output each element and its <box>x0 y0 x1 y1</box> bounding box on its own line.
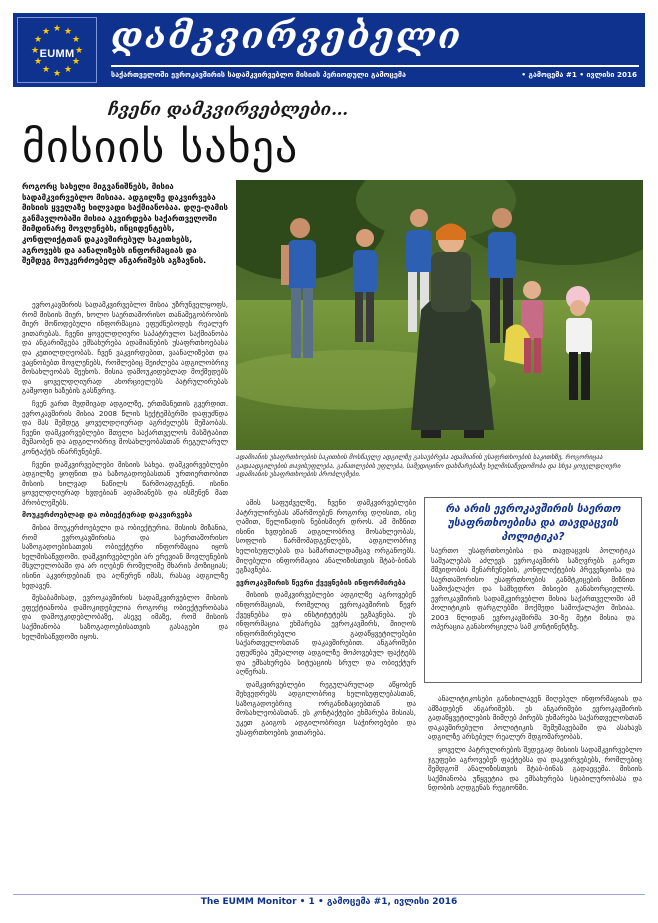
footer-divider <box>13 894 645 895</box>
paragraph: ანალიტიკოსები განიხილავენ მიღებულ ინფორმაციას და ამზადებენ ანგარიშებს. ეს ანგარიშები ევროკავშირის გადაწყვეტილების მიმღებ პირებს ეხმარება საქართველოსთან დაკავშირებული პოლიტიკის შემუშავებაში და ასახავს ადგილზე არსებულ რეალურ მდგომარეობას. <box>428 694 642 742</box>
article-headline: მისიის სახეა <box>22 122 299 173</box>
sidebar-text: საერთო უსაფრთხოებისა და თავდაცვის პოლიტიკა საშუალებას აძლევს ევროკავშირს საზღვრებს გარეთ მშვიდობის შენარჩუნების, კონფლიქტების პრევენციისა და საერთაშორისო უსაფრთხოების განმტკიცების მიზნით სამოქალაქო და სამხედრო მისიები განახორციელოს. ევროკავშირის სადამკვირვებლო მისია საქართველოში ამ პოლიტიკის ფარგლებში მოქმედი სამოქალაქო მისიაა. 2003 წლიდან ევროკავშირმა 30-ზე მეტი მისია და ოპერაცია განახორციელა სამ კონტინენტზე. <box>431 547 635 631</box>
publication-subtitle: საქართველოში ევროკავშირის სადამკვირვებლო მისიის პერიოდული გამოცემა <box>111 70 406 79</box>
paragraph: ამის საფუძველზე, ჩვენი დამკვირვებლები პატრულირებას აწარმოებენ როგორც დღისით, ისე ღამით, წელიწადის ნებისმიერ დროს. ამ მიზნით ისინი ხვდებიან ადგილობრივ მოსახლეობას, სოფლის წარმომადგენლებს, ადგილობრივ ხელისუფლებას და სამართალდამცავ ორგანოებს. მიღებული ინფორმაცია ანალიზისთვის შტაბ-ბინას ეგზავნება. <box>236 498 416 575</box>
svg-text:★: ★ <box>71 57 81 67</box>
monitors-meeting-villagers-image <box>236 180 643 450</box>
article-photo <box>236 180 643 450</box>
svg-text:★: ★ <box>52 69 62 79</box>
article-column-3 <box>428 694 642 890</box>
publication-title: დამკვირვებელი <box>111 15 463 57</box>
masthead-divider <box>111 65 639 67</box>
svg-text:★: ★ <box>63 65 73 75</box>
svg-text:★: ★ <box>71 35 81 45</box>
masthead <box>13 13 645 87</box>
sidebar-box <box>424 497 642 683</box>
subheading: მოუკერძოებლად და ობიექტურად დაკვირვება <box>22 510 193 520</box>
article-column-1 <box>22 300 228 890</box>
svg-text:★: ★ <box>63 27 73 37</box>
issue-info: • გამოცემა #1 • ივლისი 2016 <box>521 70 637 79</box>
paragraph: ყოველი პატრულირების შედეგად მისიის სადამკვირვებლო ჯგუფები აგროვებენ ფაქტებსა და დაკვირვებებს, რომლებიც შემდგომ ანალიზისთვის შტაბ-ბინას გადაეცემა. მისიის საქმიანობა უწყვეტია და ემსახურება სტაბილურობასა და ნდობის აღდგენას რეგიონში. <box>428 744 642 793</box>
page-footer: The EUMM Monitor • 1 • გამოცემა #1, ივლისი 2016 <box>200 897 458 907</box>
svg-text:★: ★ <box>41 27 51 37</box>
paragraph: ევროკავშირის სადამკვირვებლო მისია უზრუნველყოფს, რომ მისიის მიერ, ხოლო საერთაშორისო თანამეგობრობის მიერ მოწოდებული ინფორმაცია ეფუძნებოდეს რეალურ ვითარებას. ჩვენი ყოველდღიური საპატრულო საქმიანობა და ანგარიშგება ემსახურება ადამიანების უსაფრთხოებასა და კეთილდღეობას. ჩვენ ვაკვირდებით, ვაანალიზებთ და ვაცნობებთ მოვლენებს, რომლებიც შეიძლება ადგილობრივ მოსახლეობას შეეხოს. მისია დამოუკიდებლად მოქმედებს და ყოველდღიურად ახორციელებს პატრულირებას გამყოფი ხაზების გასწვრივ. <box>22 300 228 396</box>
paragraph: ჩვენი დამკვირვებლები მისიის სახეა. დამკვირვებლები ადგილზე ყოფნით და საზოგადოებასთან ურთიერთობით მისიის ხილვად ნაწილს წარმოადგენენ. ისინი ყოველდღიურად ხვდებიან ადამიანებს და ისმენენ მათ პრობლემებს. <box>22 459 228 507</box>
svg-text:★: ★ <box>33 35 43 45</box>
svg-text:★: ★ <box>33 57 43 67</box>
article-column-2 <box>236 498 416 890</box>
paragraph: დამკვირვებლები რეგულარულად აწყობენ შეხვედრებს ადგილობრივ ხელისუფლებასთან, საზოგადოებრივ ორგანიზაციებთან და მოსახლეობასთან. ეს კონტაქტები ეხმარება მისიას, უკეთ გაიგოს ადგილობრივი საჭიროებები და უსაფრთხოების ვითარება. <box>236 679 416 737</box>
paragraph: შესაბამისად, ევროკავშირის სადამკვირვებლო მისიის ეფექტიანობა დამოკიდებულია როგორც ობიექტურობასა და დამოუკიდებლობაზე, ასევე იმაზე, რომ მისიის საქმიანობა საზოგადოებისათვის გასაგები და ხელმისაწვდომი იყოს. <box>22 593 228 641</box>
logo-text: EUMM <box>39 48 75 60</box>
subheading: ევროკავშირის წევრი ქვეყნების ინფორმირება <box>236 577 406 587</box>
article-kicker: ჩვენი დამკვირვებლები… <box>108 100 349 120</box>
photo-caption: ადამიანის უსაფრთხოების საკითხის მოსწავლე ადგილზე გასაუბრება ადამიანის უსაფრთხოების საკითხზე, როგორიცაა გადაადგილების თავისუფლება, განათლების უფლება, სამედიცინო დახმარებაზე ხელმისაწვდომობა და სხვა ყოველდღიური ადამიანის უსაფრთხოების პრობლემები. <box>236 453 621 479</box>
svg-text:★: ★ <box>52 24 62 34</box>
sidebar-title: რა არის ევროკავშირის საერთო უსაფრთხოებისა და თავდაცვის პოლიტიკა? <box>445 503 621 543</box>
paragraph: მისია მოუკერძოებელი და ობიექტურია. მისიის მიზანია, რომ ევროკავშირისა და საერთაშორისო საზოგადოებისათვის ობიექტური ინფორმაცია იყოს ხელმისაწვდომი. დამკვირვებლები არ ერევიან მოვლენების მსვლელობაში და არ იღებენ რომელიმე მხარის პოზიციას; ისინი აკვირდებიან და აღწერენ იმას, რასაც ადგილზე ხედავენ. <box>22 523 228 590</box>
paragraph: მისიის დამკვირვებლები ადგილზე აგროვებენ ინფორმაციას, რომელიც ევროკავშირის წევრ ქვეყნებსა და ინსტიტუტებს ეგზავნება. ეს ინფორმაცია ეხმარება ევროკავშირს, მიიღოს ინფორმირებული გადაწყვეტილებები საქართველოსთან დაკავშირებით. ანგარიშები ეფუძნება უშუალოდ ადგილზე მოპოვებულ ფაქტებს და ემსახურება სიტუაციის სრულ და ობიექტურ აღწერას. <box>236 590 416 677</box>
svg-text:★: ★ <box>30 46 40 56</box>
svg-text:★: ★ <box>74 46 84 56</box>
eumm-logo <box>17 17 97 83</box>
article-lead: როგორც სახელი მიგვანიშნებს, მისია სადამკვირვებლო მისიაა. ადგილზე დაკვირვება მისიის ყველაზე ხილვადი საქმიანობაა. დღე-ღამის განმავლობაში მისია აკვირდება საქართველოში მიმდინარე მოვლენებს, ინციდენტებს, კონფლიქტთან დაკავშირებულ საკითხებს, აგროვებს და აანალიზებს ინფორმაციას და შემდეგ მოუკერძოებელ ანგარიშებს აგზავნის. <box>22 182 228 266</box>
svg-text:★: ★ <box>41 65 51 75</box>
paragraph: ჩვენ ვართ მუდმივად ადგილზე, ერთმანეთის გვერდით. ევროკავშირის მისია 2008 წლის სექტემბერში დაფუძნდა და მას შემდეგ ყოველდღიურად აგრძელებს მუშაობას. ჩვენი დამკვირვებლები მთელი საქართველოს მასშტაბით მუშაობენ და ადგილობრივ მოსახლეობასთან რეგულარულ კონტაქტს ინარჩუნებენ. <box>22 398 228 456</box>
